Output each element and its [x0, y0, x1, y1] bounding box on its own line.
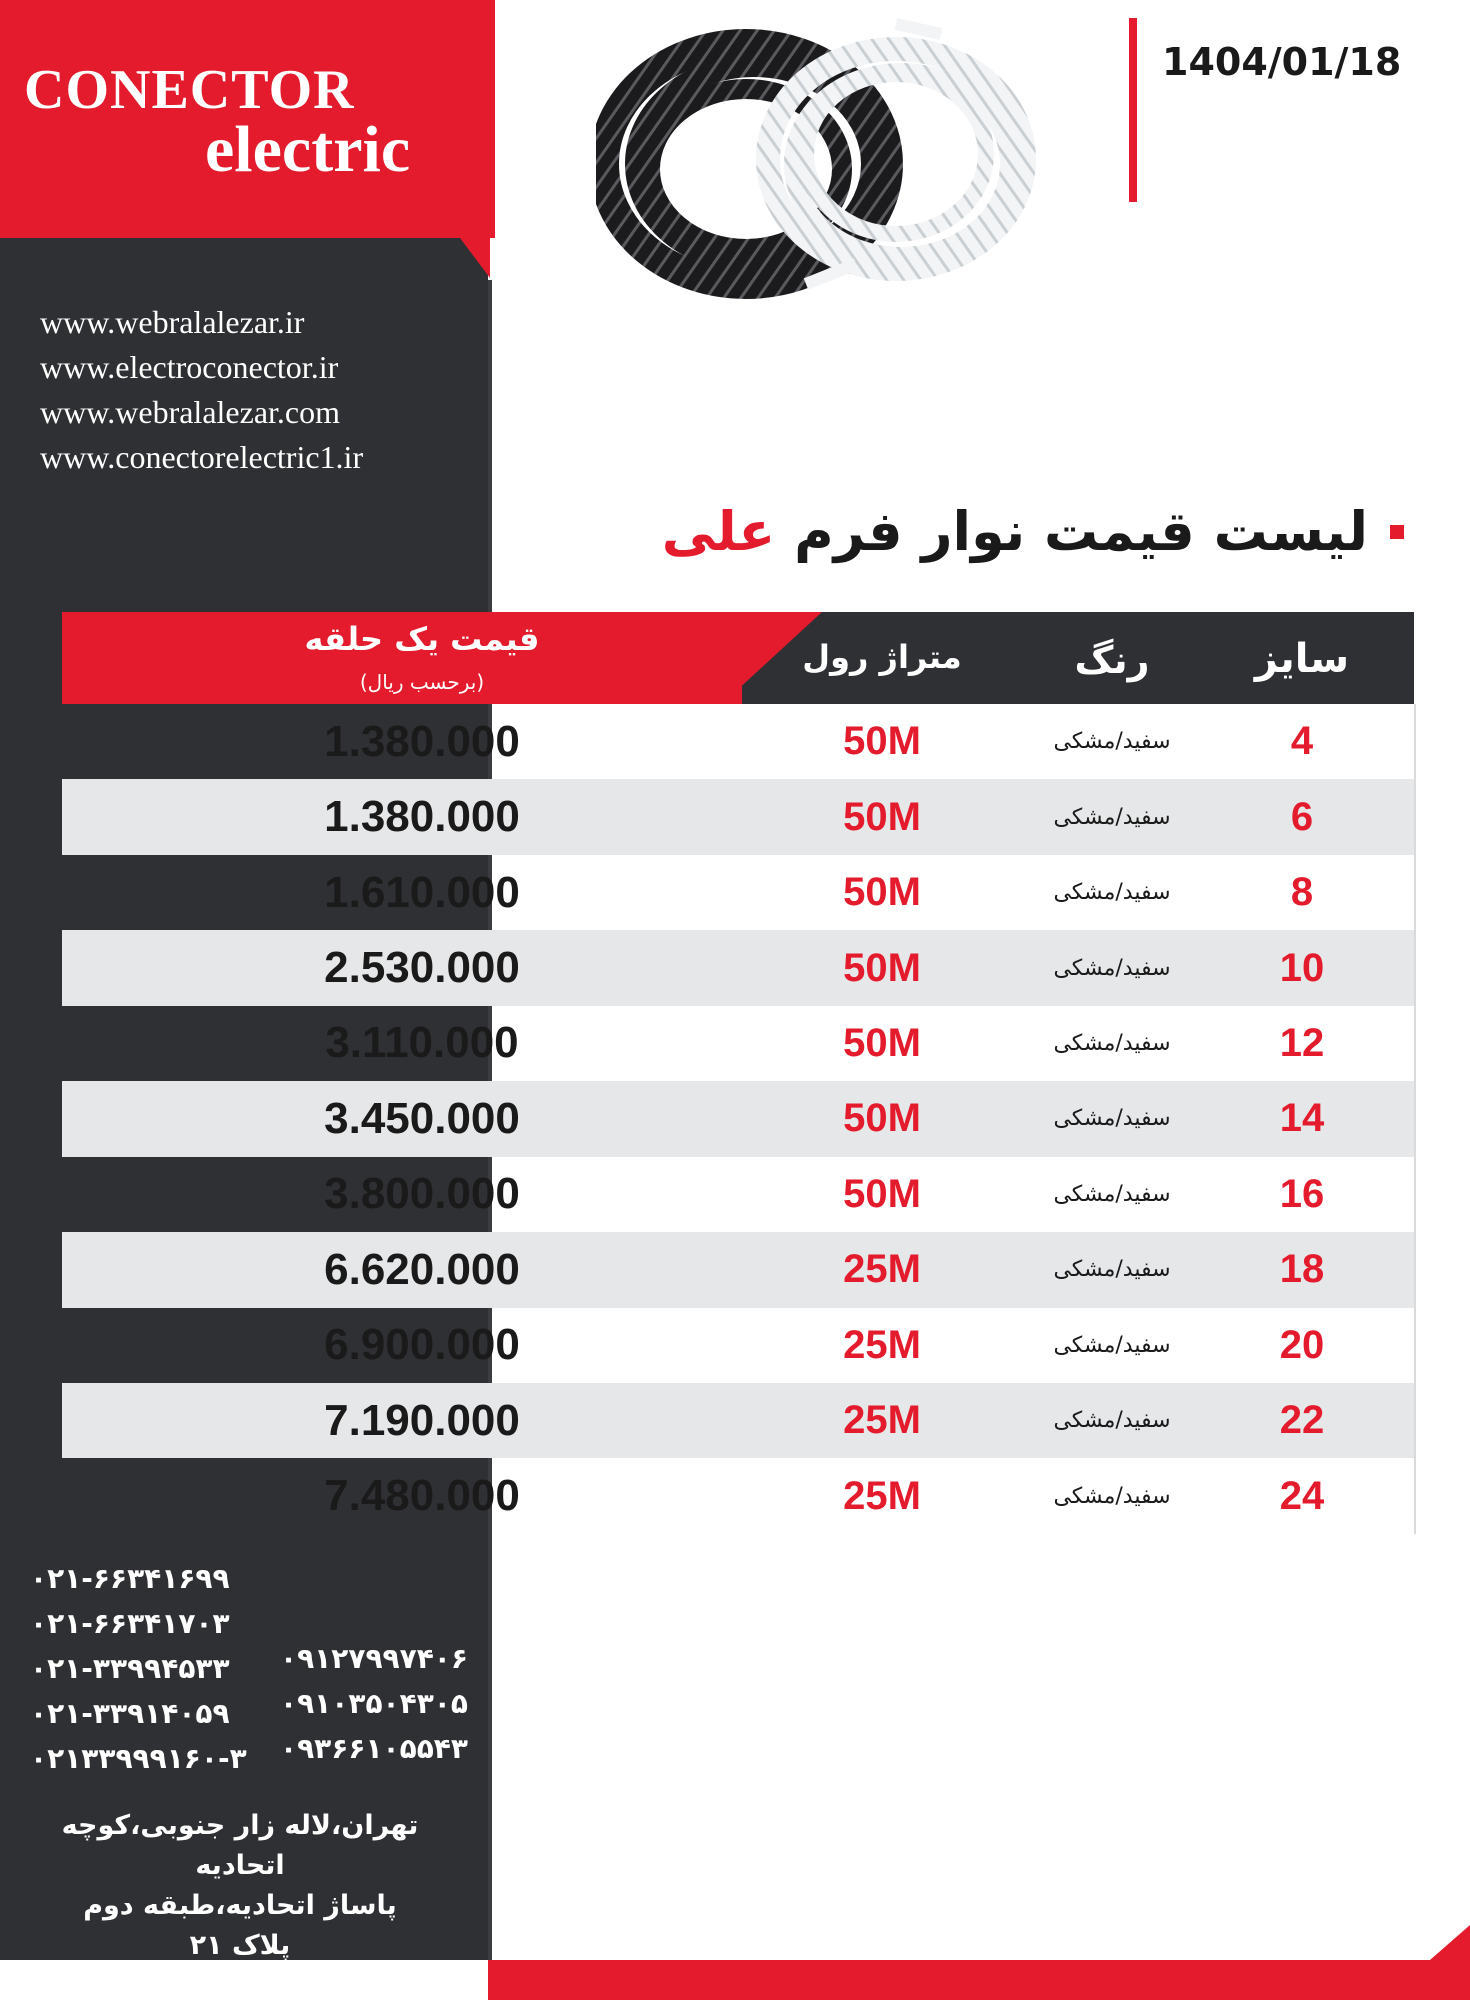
- table-row: [62, 779, 1414, 854]
- table-row: [62, 1006, 1414, 1081]
- meterage-cell: 25M: [843, 1247, 921, 1292]
- spiral-wrap-product-image: [596, 14, 1086, 304]
- website-link[interactable]: www.webralalezar.ir: [40, 304, 305, 340]
- phone-number: ۰۲۱-۶۶۳۴۱۶۹۹: [30, 1562, 230, 1595]
- color-cell: سفید/مشکی: [1053, 1257, 1171, 1283]
- size-cell: 24: [1279, 1473, 1325, 1518]
- size-cell: 8: [1290, 870, 1314, 915]
- table-row: [62, 855, 1414, 930]
- mobile-number: ۰۹۱۰۳۵۰۴۳۰۵: [280, 1687, 468, 1720]
- table-row: [62, 930, 1414, 1005]
- header-color: رنگ: [1074, 638, 1150, 682]
- size-cell: 4: [1290, 719, 1314, 764]
- website-list: [40, 300, 363, 480]
- address-line: پلاک ۲۱: [189, 1930, 291, 1961]
- price-cell: 1.380.000: [324, 792, 520, 842]
- website-link[interactable]: www.conectorelectric1.ir: [40, 439, 364, 475]
- brand-notch: [460, 238, 490, 278]
- mobile-number: ۰۹۳۶۶۱۰۵۵۴۳: [280, 1732, 468, 1765]
- phone-number: ۰۲۱-۳۳۹۹۴۵۳۳: [30, 1652, 230, 1685]
- header-size: سایز: [1254, 636, 1350, 682]
- size-cell: 6: [1290, 794, 1314, 839]
- color-cell: سفید/مشکی: [1053, 729, 1171, 755]
- color-cell: سفید/مشکی: [1053, 1106, 1171, 1132]
- price-cell: 2.530.000: [324, 943, 520, 993]
- mobile-number: ۰۹۱۲۷۹۹۷۴۰۶: [280, 1642, 468, 1675]
- table-row: [62, 704, 1414, 779]
- size-cell: 14: [1279, 1096, 1325, 1141]
- color-cell: سفید/مشکی: [1053, 1408, 1171, 1434]
- size-cell: 12: [1279, 1020, 1325, 1065]
- price-cell: 3.110.000: [325, 1018, 519, 1068]
- phone-number: ۰۲۱-۳۳۹۱۴۰۵۹: [30, 1697, 230, 1730]
- meterage-cell: 25M: [843, 1398, 921, 1443]
- color-cell: سفید/مشکی: [1053, 1030, 1171, 1056]
- table-header: [62, 612, 1414, 704]
- size-cell: 22: [1279, 1398, 1325, 1443]
- date-accent-bar: [1129, 18, 1137, 202]
- website-link[interactable]: www.webralalezar.com: [40, 394, 340, 430]
- price-cell: 6.620.000: [324, 1244, 520, 1294]
- table-row: [62, 1157, 1414, 1232]
- color-cell: سفید/مشکی: [1053, 955, 1171, 981]
- size-cell: 16: [1279, 1171, 1325, 1216]
- phone-number: ۰۲۱-۶۶۳۴۱۷۰۳: [30, 1607, 230, 1640]
- price-cell: 3.450.000: [324, 1093, 520, 1143]
- color-cell: سفید/مشکی: [1053, 1332, 1171, 1358]
- table-row: [62, 1081, 1414, 1156]
- table-row: [62, 1458, 1414, 1533]
- price-cell: 3.800.000: [324, 1169, 520, 1219]
- address-line: پاساژ اتحادیه،طبقه دوم: [83, 1890, 397, 1921]
- meterage-cell: 25M: [843, 1473, 921, 1518]
- meterage-cell: 50M: [843, 719, 921, 764]
- size-cell: 10: [1279, 945, 1325, 990]
- color-cell: سفید/مشکی: [1053, 1181, 1171, 1207]
- address-line: تهران،لاله زار جنوبی،کوچه اتحادیه: [61, 1810, 419, 1881]
- table-row: [62, 1308, 1414, 1383]
- address: [20, 1806, 460, 1966]
- meterage-cell: 25M: [843, 1322, 921, 1367]
- mobile-list: [280, 1636, 468, 1771]
- header-price-unit: (برحسب ریال): [359, 670, 485, 694]
- meterage-cell: 50M: [843, 1171, 921, 1216]
- meterage-cell: 50M: [843, 870, 921, 915]
- meterage-cell: 50M: [843, 1020, 921, 1065]
- title-main: لیست قیمت نوار فرم: [794, 500, 1368, 563]
- header-meterage: متراژ رول: [802, 638, 962, 676]
- price-cell: 6.900.000: [324, 1320, 520, 1370]
- header-price: قیمت یک حلقه: [304, 620, 540, 658]
- phone-number: ۰۲۱۳۳۹۹۹۱۶۰-۳: [30, 1742, 247, 1775]
- price-cell: 1.380.000: [324, 716, 520, 766]
- landline-list: [30, 1556, 247, 1781]
- title-bullet-icon: [1390, 525, 1404, 539]
- price-cell: 7.480.000: [324, 1471, 520, 1521]
- footer-bar: [488, 1960, 1470, 2000]
- meterage-cell: 50M: [843, 794, 921, 839]
- size-cell: 20: [1279, 1322, 1325, 1367]
- title-highlight: علی: [661, 500, 776, 563]
- brand-subtitle: electric: [205, 113, 411, 186]
- table-row: [62, 1232, 1414, 1307]
- size-cell: 18: [1279, 1247, 1325, 1292]
- color-cell: سفید/مشکی: [1053, 804, 1171, 830]
- table-row: [62, 1383, 1414, 1458]
- meterage-cell: 50M: [843, 1096, 921, 1141]
- color-cell: سفید/مشکی: [1053, 880, 1171, 906]
- page-title: [662, 500, 1404, 563]
- brand-name: CONECTOR: [24, 59, 355, 121]
- price-list-date: 1404/01/18: [1162, 40, 1402, 84]
- price-cell: 7.190.000: [324, 1395, 520, 1445]
- meterage-cell: 50M: [843, 945, 921, 990]
- price-table-body: [62, 704, 1416, 1534]
- price-cell: 1.610.000: [324, 867, 520, 917]
- color-cell: سفید/مشکی: [1053, 1483, 1171, 1509]
- footer-accent: [1430, 1925, 1470, 1960]
- website-link[interactable]: www.electroconector.ir: [40, 349, 339, 385]
